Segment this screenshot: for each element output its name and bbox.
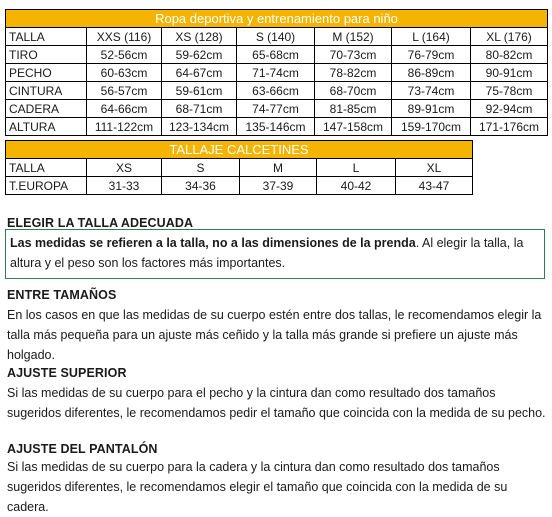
table-cell: 43-47 [396,177,473,195]
header-cell: XS (128) [162,28,237,46]
size-table-header [6,28,548,46]
header-cell: XL (176) [471,28,548,46]
table-cell: 86-89cm [392,64,471,82]
measurement-note-text: . Al elegir la talla, la altura y el peso son los factores más importantes. [10,236,524,270]
table-cell: 60-63cm [87,64,162,82]
section-body: En los casos en que las medidas de su cuerpo estén entre dos tallas, le recomendamos elegir la talla más pequeña para un ajuste más ceñido y la talla más grande si prefiere un ajuste más holgado. [7,308,542,362]
table-cell: 92-94cm [471,100,548,118]
table-cell: 135-146cm [237,118,315,136]
measurement-note-box [5,229,545,279]
table-cell: 147-158cm [315,118,392,136]
table-cell: 75-78cm [471,82,548,100]
socks-table-header [6,159,473,177]
size-table [5,9,548,136]
table-cell: 56-57cm [87,82,162,100]
table-cell: 159-170cm [392,118,471,136]
table-row [6,177,473,195]
socks-table-title: TALLAJE CALCETINES [6,141,473,159]
header-cell: XL [396,159,473,177]
table-cell: 111-122cm [87,118,162,136]
table-row [6,118,548,136]
header-cell: S [162,159,240,177]
header-cell: XXS (116) [87,28,162,46]
table-cell: 89-91cm [392,100,471,118]
section-body: Si las medidas de su cuerpo para la cadera y la cintura dan como resultado dos tamaños sugeridos diferentes, le recomendamos elegir el tamaño que coincida con la medida de su cadera. [7,460,508,514]
section-body: Si las medidas de su cuerpo para el pecho y la cintura dan como resultado dos tamaños sugeridos diferentes, le recomendamos pedir el tamaño que coincida con la medida de su pecho. [7,386,546,420]
row-label: TIRO [6,46,87,64]
table-cell: 37-39 [240,177,317,195]
table-cell: 70-73cm [315,46,392,64]
header-cell: L (164) [392,28,471,46]
table-cell: 90-91cm [471,64,548,82]
table-cell: 59-62cm [162,46,237,64]
table-row [6,64,548,82]
table-cell: 31-33 [87,177,162,195]
measurement-note-bold: Las medidas se refieren a la talla, no a las dimensiones de la prenda [10,236,416,250]
header-cell: TALLA [6,159,87,177]
table-row [6,82,548,100]
table-cell: 68-70cm [315,82,392,100]
header-cell: M [240,159,317,177]
table-cell: 71-74cm [237,64,315,82]
table-cell: 73-74cm [392,82,471,100]
table-cell: 52-56cm [87,46,162,64]
table-cell: 81-85cm [315,100,392,118]
section-heading: ENTRE TAMAÑOS [7,288,117,302]
table-row [6,46,548,64]
section-heading: AJUSTE DEL PANTALÓN [7,442,158,456]
table-cell: 80-82cm [471,46,548,64]
header-cell: XS [87,159,162,177]
table-cell: 74-77cm [237,100,315,118]
row-label: CINTURA [6,82,87,100]
table-cell: 40-42 [317,177,396,195]
header-cell: S (140) [237,28,315,46]
table-row [6,100,548,118]
table-cell: 68-71cm [162,100,237,118]
table-cell: 64-67cm [162,64,237,82]
table-cell: 123-134cm [162,118,237,136]
header-cell: M (152) [315,28,392,46]
socks-table [5,140,473,195]
row-label: ALTURA [6,118,87,136]
table-cell: 171-176cm [471,118,548,136]
table-cell: 64-66cm [87,100,162,118]
table-cell: 65-68cm [237,46,315,64]
table-cell: 59-61cm [162,82,237,100]
table-cell: 78-82cm [315,64,392,82]
size-table-title: Ropa deportiva y entrenamiento para niño [6,10,548,28]
table-cell: 63-66cm [237,82,315,100]
row-label: PECHO [6,64,87,82]
row-label: T.EUROPA [6,177,87,195]
table-cell: 76-79cm [392,46,471,64]
header-cell: L [317,159,396,177]
table-cell: 34-36 [162,177,240,195]
section-heading: AJUSTE SUPERIOR [7,366,127,380]
guide-heading: ELEGIR LA TALLA ADECUADA [7,216,194,230]
row-label: CADERA [6,100,87,118]
header-cell: TALLA [6,28,87,46]
